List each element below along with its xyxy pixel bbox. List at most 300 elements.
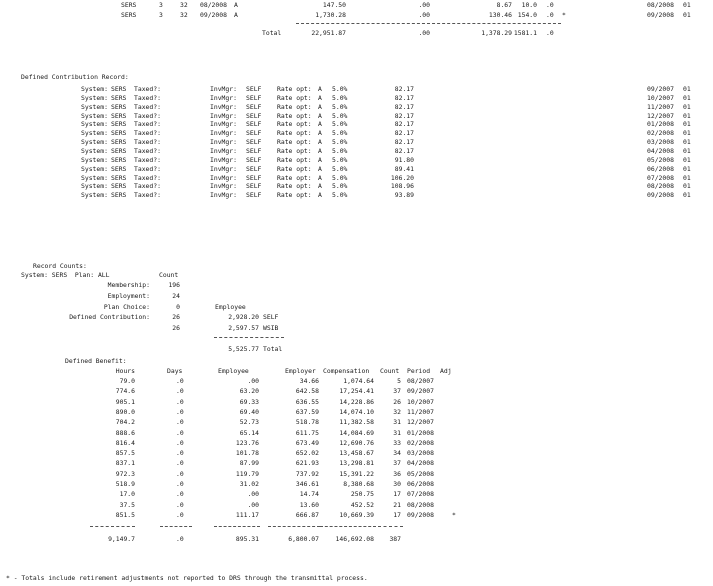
taxed-label: Taxed?: [134, 138, 161, 147]
rate-percent: 5.0% [332, 120, 348, 129]
employee: 52.73 [239, 418, 259, 427]
flag: A [234, 11, 238, 19]
divider [214, 526, 260, 527]
cell: 32 [180, 1, 188, 9]
invmgr-value: SELF [246, 173, 262, 182]
employee: 31.02 [239, 480, 259, 488]
employee: .00 [247, 377, 259, 385]
system-code: SERS [121, 1, 137, 9]
system-label: System: [81, 164, 108, 173]
system-label: System: [81, 93, 108, 102]
employee: 63.20 [239, 387, 259, 396]
row-date: 10/2007 [647, 93, 674, 102]
invmgr-value: SELF [246, 146, 262, 155]
count: 36 [393, 469, 401, 478]
taxed-label: Taxed?: [134, 164, 161, 173]
taxed-label: Taxed?: [134, 146, 161, 155]
label: Employment: [107, 292, 150, 300]
invmgr-value: SELF [246, 191, 262, 200]
footnote: * - Totals include retirement adjustments not reported to DRS through the transmittal process. [6, 574, 368, 582]
value: 26 [172, 324, 180, 332]
count: 34 [393, 449, 401, 458]
amount: 147.50 [322, 1, 346, 9]
rate-label: Rate opt: [277, 85, 312, 93]
column-header: Period [407, 367, 431, 375]
section-title: Defined Benefit: [65, 357, 127, 365]
compensation: 14,074.10 [339, 407, 374, 416]
hours: 816.4 [115, 438, 135, 447]
hours: 774.6 [115, 387, 135, 396]
cell: .0 [546, 1, 554, 9]
invmgr-label: InvMgr: [210, 191, 237, 200]
system-code: SERS [111, 146, 127, 155]
invmgr-label: InvMgr: [210, 93, 237, 102]
row-date: 04/2008 [647, 146, 674, 155]
period: 08/2007 [407, 377, 434, 385]
taxed-label: Taxed?: [134, 93, 161, 102]
cell: .00 [418, 29, 430, 37]
amount: 106.20 [390, 173, 414, 182]
days: .0 [176, 397, 184, 406]
total-cell: 9,149.7 [108, 535, 135, 543]
invmgr-label: InvMgr: [210, 85, 237, 93]
total-label: Total [263, 345, 283, 353]
system-label: System: [81, 85, 108, 93]
employer: 621.93 [295, 459, 319, 468]
employer: 673.49 [295, 438, 319, 447]
rate-percent: 5.0% [332, 129, 348, 138]
employee: 123.76 [235, 438, 259, 447]
system-code: SERS [111, 164, 127, 173]
invmgr-label: InvMgr: [210, 129, 237, 138]
star-marker: * [562, 11, 566, 19]
period: 09/2008 [200, 11, 227, 19]
column-header: Days [167, 367, 183, 375]
column-header: Compensation [323, 367, 370, 375]
employer: 636.55 [295, 397, 319, 406]
invmgr-label: InvMgr: [210, 138, 237, 147]
invmgr-value: SELF [246, 129, 262, 138]
invmgr-label: InvMgr: [210, 111, 237, 120]
compensation: 14,084.69 [339, 428, 374, 437]
employer: 642.58 [295, 387, 319, 396]
rate-percent: 5.0% [332, 173, 348, 182]
taxed-label: Taxed?: [134, 182, 161, 191]
taxed-label: Taxed?: [134, 111, 161, 120]
count-header: Count [159, 271, 179, 279]
row-code: 01 [683, 120, 691, 129]
employee-header: Employee [215, 303, 246, 311]
amount: 82.17 [394, 85, 414, 93]
compensation: 15,391.22 [339, 469, 374, 478]
cell: 3 [159, 11, 163, 19]
system-label: System: [81, 191, 108, 200]
rate-opt: A [318, 111, 322, 120]
taxed-label: Taxed?: [134, 129, 161, 138]
cell: .00 [418, 1, 430, 9]
column-header: Count [380, 367, 400, 375]
period: 06/2008 [407, 480, 434, 488]
cell: .00 [418, 11, 430, 19]
period: 11/2007 [407, 407, 434, 416]
rate-label: Rate opt: [277, 111, 312, 120]
column-header: Employee [218, 367, 249, 375]
row-code: 01 [683, 129, 691, 138]
divider [268, 526, 320, 527]
employee: 119.79 [235, 469, 259, 478]
divider [296, 23, 561, 24]
employee: 101.78 [235, 449, 259, 458]
row-date: 08/2008 [647, 1, 674, 9]
divider [160, 526, 192, 527]
rate-percent: 5.0% [332, 138, 348, 147]
row-code: 01 [683, 164, 691, 173]
total-cell: 895.31 [235, 535, 259, 543]
rate-opt: A [318, 164, 322, 173]
hours: 905.1 [115, 397, 135, 406]
compensation: 13,458.67 [339, 449, 374, 458]
system-label: System: [81, 138, 108, 147]
row-date: 07/2008 [647, 173, 674, 182]
column-header: Hours [115, 367, 135, 375]
row-date: 02/2008 [647, 129, 674, 138]
employee: .00 [247, 490, 259, 499]
invmgr-value: SELF [246, 138, 262, 147]
employer: 518.78 [295, 418, 319, 427]
period: 09/2007 [407, 387, 434, 396]
hours: 972.3 [115, 469, 135, 478]
employer: 13.60 [299, 500, 319, 509]
amount: 91.80 [394, 155, 414, 164]
rate-label: Rate opt: [277, 164, 312, 173]
employee: 65.14 [239, 428, 259, 437]
total-amount: 22,951.87 [311, 29, 346, 37]
system-label: System: [81, 182, 108, 191]
total-cell: 387 [389, 535, 401, 543]
row-date: 12/2007 [647, 111, 674, 120]
rate-label: Rate opt: [277, 155, 312, 164]
rate-opt: A [318, 85, 322, 93]
invmgr-label: InvMgr: [210, 146, 237, 155]
system-label: System: [81, 146, 108, 155]
system-label: System: [81, 102, 108, 111]
compensation: 12,690.76 [339, 438, 374, 447]
section-title: Record Counts: [33, 262, 87, 270]
system-label: System: [81, 111, 108, 120]
system-code: SERS [111, 120, 127, 129]
days: .0 [176, 500, 184, 509]
rate-opt: A [318, 129, 322, 138]
row-code: 01 [683, 93, 691, 102]
invmgr-value: SELF [246, 93, 262, 102]
amount: 2,928.20 [228, 313, 259, 321]
cell: 3 [159, 1, 163, 9]
rate-label: Rate opt: [277, 138, 312, 147]
rate-percent: 5.0% [332, 155, 348, 164]
cell: 32 [180, 11, 188, 19]
count: 33 [393, 438, 401, 447]
period: 09/2008 [407, 510, 434, 519]
invmgr-value: SELF [246, 120, 262, 129]
employer: 737.92 [295, 469, 319, 478]
row-code: 01 [683, 155, 691, 164]
row-code: 01 [683, 191, 691, 200]
compensation: 14,228.86 [339, 397, 374, 406]
system-code: SERS [111, 138, 127, 147]
amount: 82.17 [394, 93, 414, 102]
tag: SELF [263, 313, 279, 321]
system-code: SERS [111, 111, 127, 120]
days: .0 [176, 480, 184, 488]
row-date: 11/2007 [647, 102, 674, 111]
row-code: 01 [683, 182, 691, 191]
taxed-label: Taxed?: [134, 173, 161, 182]
invmgr-value: SELF [246, 164, 262, 173]
invmgr-label: InvMgr: [210, 120, 237, 129]
count: 31 [393, 418, 401, 427]
hours: 888.6 [115, 428, 135, 437]
count: 5 [397, 377, 401, 385]
amount: 82.17 [394, 102, 414, 111]
row-code: 01 [683, 146, 691, 155]
period: 10/2007 [407, 397, 434, 406]
tag: WSIB [263, 324, 279, 332]
cell: .0 [546, 11, 554, 19]
employee: 69.40 [239, 407, 259, 416]
employer: 637.59 [295, 407, 319, 416]
divider [90, 526, 135, 527]
rate-opt: A [318, 182, 322, 191]
rate-percent: 5.0% [332, 146, 348, 155]
label: Membership: [107, 281, 150, 289]
row-date: 09/2007 [647, 85, 674, 93]
days: .0 [176, 387, 184, 396]
rate-opt: A [318, 138, 322, 147]
cell: 130.46 [488, 11, 512, 19]
compensation: 250.75 [350, 490, 374, 499]
rate-label: Rate opt: [277, 191, 312, 200]
period: 01/2008 [407, 428, 434, 437]
rate-percent: 5.0% [332, 111, 348, 120]
rate-opt: A [318, 120, 322, 129]
rate-label: Rate opt: [277, 173, 312, 182]
rate-percent: 5.0% [332, 85, 348, 93]
hours: 17.0 [119, 490, 135, 499]
days: .0 [176, 490, 184, 499]
flag: A [234, 1, 238, 9]
invmgr-value: SELF [246, 182, 262, 191]
invmgr-label: InvMgr: [210, 173, 237, 182]
invmgr-value: SELF [246, 155, 262, 164]
cell: .0 [546, 29, 554, 37]
employee: 69.33 [239, 397, 259, 406]
employer: 34.66 [299, 377, 319, 385]
taxed-label: Taxed?: [134, 191, 161, 200]
period: 03/2008 [407, 449, 434, 458]
row-code: 01 [683, 102, 691, 111]
total-cell: 6,800.07 [288, 535, 319, 543]
employer: 346.61 [295, 480, 319, 488]
taxed-label: Taxed?: [134, 120, 161, 129]
invmgr-label: InvMgr: [210, 155, 237, 164]
amount: 82.17 [394, 129, 414, 138]
value: 0 [176, 303, 180, 311]
system-label: System: [81, 155, 108, 164]
invmgr-value: SELF [246, 85, 262, 93]
system-line: System: SERS Plan: ALL [21, 271, 110, 279]
system-code: SERS [111, 85, 127, 93]
rate-opt: A [318, 173, 322, 182]
rate-label: Rate opt: [277, 129, 312, 138]
rate-opt: A [318, 155, 322, 164]
divider [378, 526, 403, 527]
amount: 93.89 [394, 191, 414, 200]
rate-percent: 5.0% [332, 102, 348, 111]
days: .0 [176, 449, 184, 458]
row-code: 01 [683, 111, 691, 120]
hours: 79.0 [119, 377, 135, 385]
section-title: Defined Contribution Record: [21, 73, 129, 81]
period: 07/2008 [407, 490, 434, 499]
cell: 1,378.29 [481, 29, 512, 37]
compensation: 17,254.41 [339, 387, 374, 396]
cell: 10.0 [521, 1, 537, 9]
days: .0 [176, 377, 184, 385]
days: .0 [176, 459, 184, 468]
days: .0 [176, 407, 184, 416]
compensation: 452.52 [350, 500, 374, 509]
system-label: System: [81, 120, 108, 129]
amount: 1,730.28 [315, 11, 346, 19]
rate-opt: A [318, 93, 322, 102]
hours: 518.9 [115, 480, 135, 488]
invmgr-value: SELF [246, 102, 262, 111]
employee: 111.17 [235, 510, 259, 519]
amount: 82.17 [394, 111, 414, 120]
count: 17 [393, 490, 401, 499]
system-code: SERS [111, 155, 127, 164]
count: 32 [393, 407, 401, 416]
compensation: 1,074.64 [343, 377, 374, 385]
system-code: SERS [111, 173, 127, 182]
system-code: SERS [121, 11, 137, 19]
row-date: 05/2008 [647, 155, 674, 164]
system-code: SERS [111, 191, 127, 200]
column-header: Employer [285, 367, 316, 375]
label: Plan Choice: [103, 303, 150, 311]
days: .0 [176, 418, 184, 427]
compensation: 8,380.68 [343, 480, 374, 488]
amount: 82.17 [394, 146, 414, 155]
count: 31 [393, 428, 401, 437]
system-code: SERS [111, 93, 127, 102]
hours: 704.2 [115, 418, 135, 427]
hours: 851.5 [115, 510, 135, 519]
days: .0 [176, 469, 184, 478]
employer: 14.74 [299, 490, 319, 499]
cell: 154.0 [517, 11, 537, 19]
employer: 666.87 [295, 510, 319, 519]
invmgr-label: InvMgr: [210, 164, 237, 173]
label: Defined Contribution: [69, 313, 150, 321]
total-cell: 146,692.08 [335, 535, 374, 543]
count: 26 [393, 397, 401, 406]
rate-label: Rate opt: [277, 93, 312, 102]
invmgr-value: SELF [246, 111, 262, 120]
compensation: 10,669.39 [339, 510, 374, 519]
hours: 857.5 [115, 449, 135, 458]
total-cell: .0 [176, 535, 184, 543]
star-marker: * [452, 510, 456, 519]
rate-percent: 5.0% [332, 93, 348, 102]
employer: 611.75 [295, 428, 319, 437]
cell: 1581.1 [513, 29, 537, 37]
taxed-label: Taxed?: [134, 102, 161, 111]
period: 12/2007 [407, 418, 434, 427]
row-code: 01 [683, 11, 691, 19]
row-date: 09/2008 [647, 191, 674, 200]
system-code: SERS [111, 129, 127, 138]
divider [214, 337, 284, 338]
total-amount: 5,525.77 [228, 345, 259, 353]
value: 26 [172, 313, 180, 321]
employee: .00 [247, 500, 259, 509]
count: 37 [393, 387, 401, 396]
days: .0 [176, 428, 184, 437]
amount: 2,597.57 [228, 324, 259, 332]
divider [320, 526, 376, 527]
total-label: Total [262, 29, 282, 37]
system-label: System: [81, 173, 108, 182]
rate-label: Rate opt: [277, 120, 312, 129]
column-header: Adj [440, 367, 452, 375]
compensation: 11,382.58 [339, 418, 374, 427]
row-code: 01 [683, 1, 691, 9]
row-code: 01 [683, 138, 691, 147]
compensation: 13,298.81 [339, 459, 374, 468]
employer: 652.02 [295, 449, 319, 458]
days: .0 [176, 438, 184, 447]
days: .0 [176, 510, 184, 519]
period: 08/2008 [200, 1, 227, 9]
hours: 37.5 [119, 500, 135, 509]
row-code: 01 [683, 173, 691, 182]
row-code: 01 [683, 85, 691, 93]
count: 37 [393, 459, 401, 468]
row-date: 09/2008 [647, 11, 674, 19]
rate-percent: 5.0% [332, 191, 348, 200]
rate-percent: 5.0% [332, 164, 348, 173]
count: 17 [393, 510, 401, 519]
period: 02/2008 [407, 438, 434, 447]
row-date: 08/2008 [647, 182, 674, 191]
taxed-label: Taxed?: [134, 155, 161, 164]
rate-label: Rate opt: [277, 182, 312, 191]
system-code: SERS [111, 182, 127, 191]
system-label: System: [81, 129, 108, 138]
invmgr-label: InvMgr: [210, 102, 237, 111]
amount: 89.41 [394, 164, 414, 173]
value: 196 [168, 281, 180, 289]
row-date: 06/2008 [647, 164, 674, 173]
rate-opt: A [318, 146, 322, 155]
rate-percent: 5.0% [332, 182, 348, 191]
invmgr-label: InvMgr: [210, 182, 237, 191]
employee: 87.99 [239, 459, 259, 468]
hours: 837.1 [115, 459, 135, 468]
hours: 890.0 [115, 407, 135, 416]
period: 05/2008 [407, 469, 434, 478]
